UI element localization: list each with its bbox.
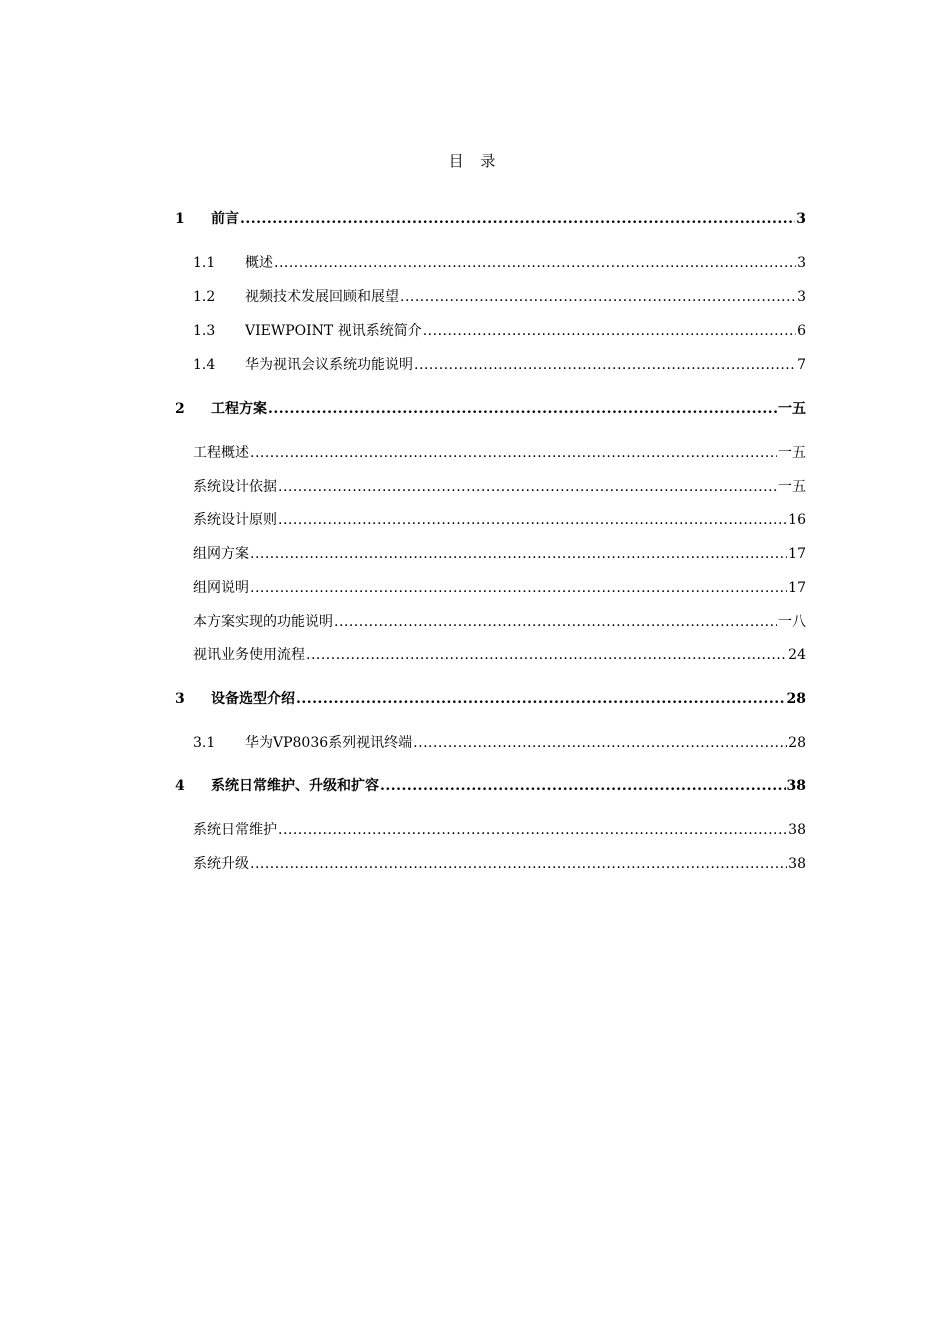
toc-entry-number: 1.3: [193, 323, 216, 339]
toc-entry-title: 系统日常维护、升级和扩容: [211, 778, 379, 794]
toc-entry[interactable]: [193, 356, 806, 374]
dot-leader: [423, 322, 796, 340]
toc-entry[interactable]: [193, 254, 806, 272]
toc-entry[interactable]: [193, 511, 806, 529]
dot-leader: [268, 400, 777, 418]
toc-entry-page: 一五: [778, 445, 806, 461]
toc-entry[interactable]: [193, 579, 806, 597]
dot-leader: [278, 821, 787, 839]
dot-leader: [278, 511, 787, 529]
toc-entry-number: 2: [175, 401, 185, 417]
toc-heading: 目 录: [448, 152, 502, 170]
toc-entry[interactable]: [175, 400, 806, 418]
toc-entry-page: 16: [788, 512, 806, 528]
toc-entry-number: 1.2: [193, 289, 216, 305]
toc-entry-page: 24: [788, 647, 806, 663]
toc-entry[interactable]: [193, 734, 806, 752]
toc-entry[interactable]: [193, 613, 806, 631]
toc-entry-page: 38: [788, 856, 806, 872]
toc-entry-page: 3: [797, 255, 806, 271]
dot-leader: [380, 777, 786, 795]
toc-entry-number: 3: [175, 691, 185, 707]
toc-entry-title: 华为视讯会议系统功能说明: [245, 357, 413, 373]
toc-entry-page: 7: [797, 357, 806, 373]
toc-entry[interactable]: [175, 777, 806, 795]
toc-entry-page: 一五: [778, 401, 806, 417]
toc-entry[interactable]: [193, 288, 806, 306]
toc-entry-number: 1.4: [193, 357, 216, 373]
toc-entry-page: 一五: [778, 479, 806, 495]
toc-entry-page: 3: [797, 289, 806, 305]
toc-entry[interactable]: [193, 646, 806, 664]
toc-entry-title: 工程方案: [211, 401, 267, 417]
dot-leader: [306, 646, 787, 664]
toc-entry[interactable]: [193, 322, 806, 340]
toc-entry-page: 6: [797, 323, 806, 339]
toc-entry-page: 38: [788, 822, 806, 838]
toc-entry-title: 组网说明: [193, 580, 249, 596]
toc-entry-title: 视频技术发展回顾和展望: [245, 289, 399, 305]
dot-leader: [250, 579, 787, 597]
dot-leader: [414, 356, 796, 374]
toc-entry-title: 本方案实现的功能说明: [193, 614, 333, 630]
toc-entry-title: 设备选型介绍: [211, 691, 295, 707]
toc-entry-number: 1: [175, 211, 185, 227]
toc-entry[interactable]: [175, 690, 806, 708]
dot-leader: [334, 613, 777, 631]
dot-leader: [274, 254, 796, 272]
toc-entry-page: 28: [788, 735, 806, 751]
toc-entry-title: 系统日常维护: [193, 822, 277, 838]
toc-entry-page: 一八: [778, 614, 806, 630]
toc-entry-page: 17: [788, 580, 806, 596]
toc-entry-title: 系统升级: [193, 856, 249, 872]
toc-entry[interactable]: [175, 210, 806, 228]
toc-entry-title: VIEWPOINT 视讯系统简介: [245, 323, 422, 339]
toc-entry-title: 概述: [245, 255, 273, 271]
dot-leader: [413, 734, 787, 752]
toc-entry-title: 系统设计依据: [193, 479, 277, 495]
dot-leader: [250, 855, 787, 873]
toc-entry-title: 视讯业务使用流程: [193, 647, 305, 663]
toc-entry[interactable]: [193, 478, 806, 496]
toc-entry[interactable]: [193, 444, 806, 462]
toc-entry-number: 4: [175, 778, 185, 794]
toc-entry-page: 28: [786, 691, 806, 707]
toc-entry-number: 1.1: [193, 255, 216, 271]
dot-leader: [240, 210, 795, 228]
toc-entry-page: 17: [788, 546, 806, 562]
toc-entry[interactable]: [193, 545, 806, 563]
toc-entry[interactable]: [193, 855, 806, 873]
toc-entry-title: 前言: [211, 211, 239, 227]
toc-entry-title: 华为VP8036系列视讯终端: [245, 735, 413, 751]
toc-entry-title: 组网方案: [193, 546, 249, 562]
toc-entry-title: 系统设计原则: [193, 512, 277, 528]
dot-leader: [250, 444, 777, 462]
toc-entry-page: 3: [796, 211, 806, 227]
dot-leader: [250, 545, 787, 563]
toc-entry[interactable]: [193, 821, 806, 839]
toc-entry-number: 3.1: [193, 735, 216, 751]
toc-entry-page: 38: [786, 778, 806, 794]
dot-leader: [278, 478, 777, 496]
toc-entry-title: 工程概述: [193, 445, 249, 461]
dot-leader: [400, 288, 796, 306]
dot-leader: [296, 690, 786, 708]
